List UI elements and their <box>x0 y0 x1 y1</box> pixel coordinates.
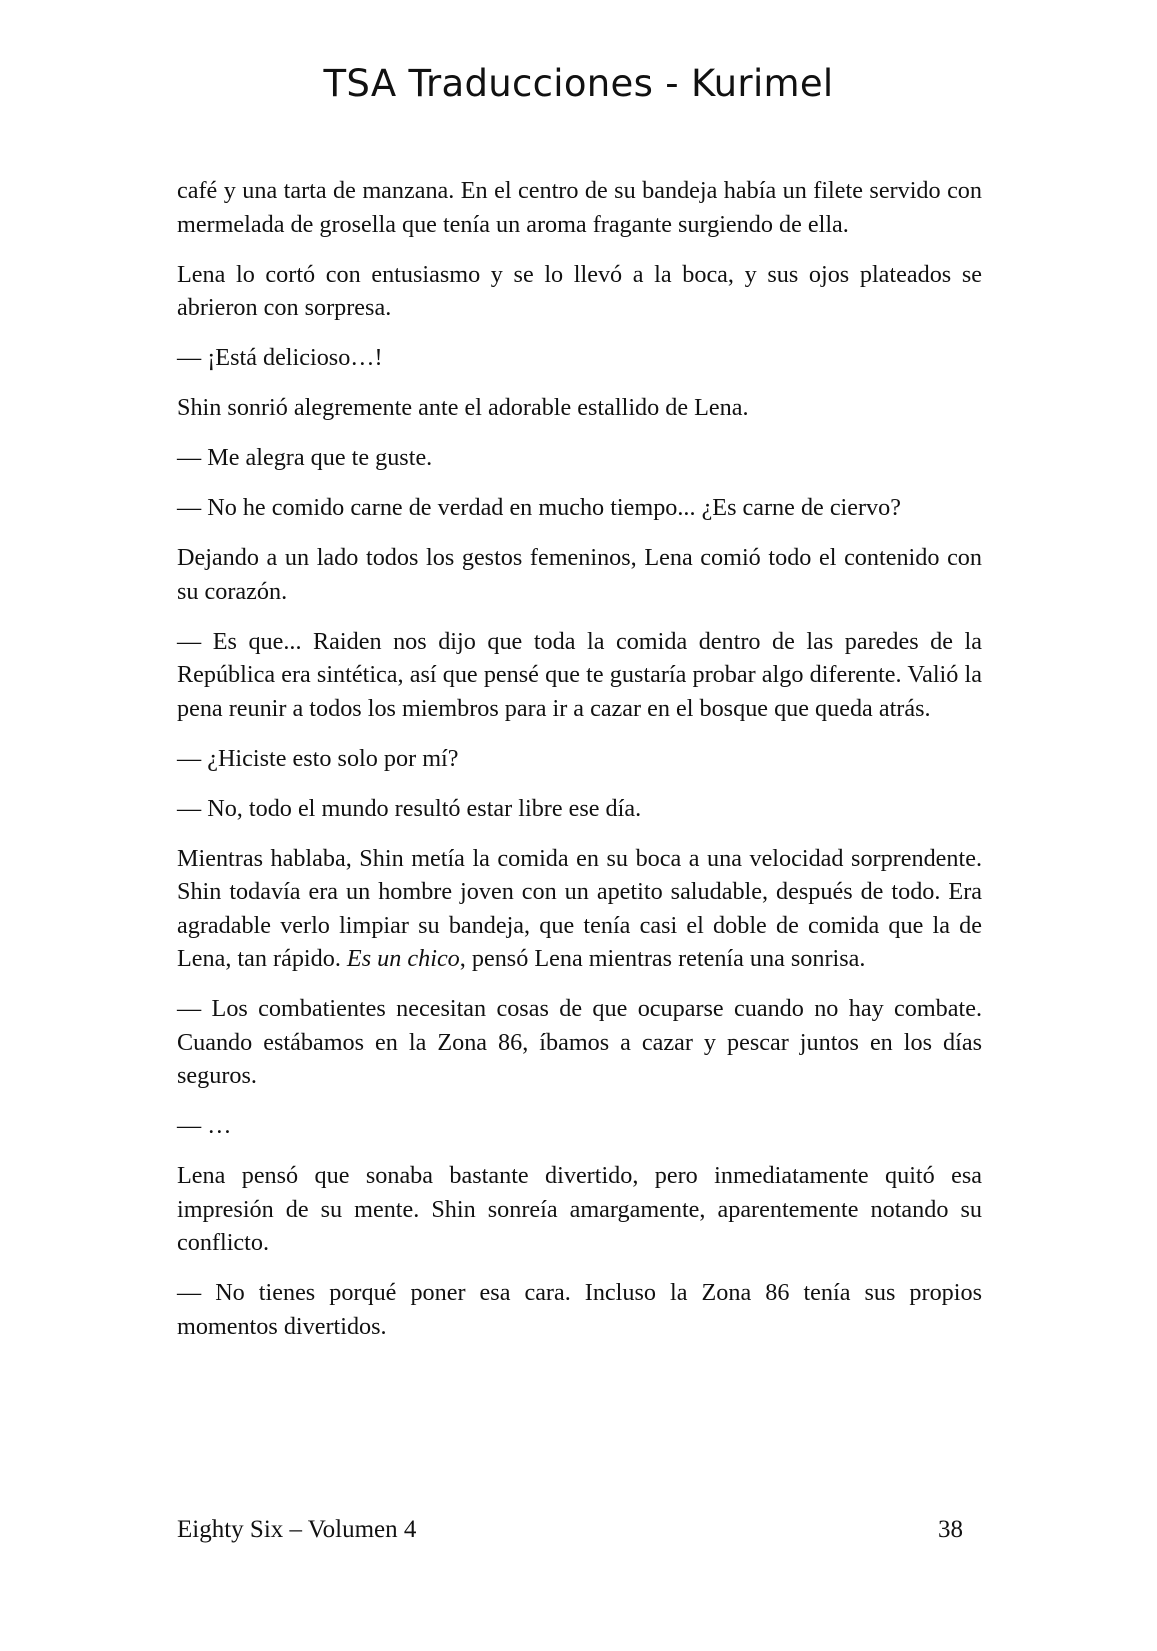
page-header-title: TSA Traducciones - Kurimel <box>323 62 834 105</box>
dialogue-line: — Es que... Raiden nos dijo que toda la comida dentro de las paredes de la República era sintética, así que pensé que te gustaría probar algo diferente. Valió la pena reunir a todos los miembros para ir a cazar en el bosque que queda atrás. <box>177 627 982 722</box>
dialogue-line: — No he comido carne de verdad en mucho tiempo... ¿Es carne de ciervo? <box>177 494 901 521</box>
dialogue-line: — … <box>177 1112 232 1139</box>
paragraph: Shin sonrió alegremente ante el adorable estallido de Lena. <box>177 394 749 421</box>
italic-thought: Es un chico <box>346 945 460 972</box>
page-body <box>177 174 982 1360</box>
paragraph: Lena pensó que sonaba bastante divertido, pero inmediatamente quitó esa impresión de su mente. Shin sonreía amargamente, aparentemente notando su conflicto. <box>177 1162 982 1256</box>
paragraph-text: , pensó Lena mientras retenía una sonrisa. <box>459 945 866 972</box>
dialogue-line: — Me alegra que te guste. <box>177 444 433 471</box>
dialogue-line: — ¿Hiciste esto solo por mí? <box>177 744 459 772</box>
paragraph: café y una tarta de manzana. En el centro de su bandeja había un filete servido con mermelada de grosella que tenía un aroma fragante surgiendo de ella. <box>177 177 982 238</box>
dialogue-line: — No, todo el mundo resultó estar libre ese día. <box>177 794 642 822</box>
dialogue-line: — No tienes porqué poner esa cara. Incluso la Zona 86 tenía sus propios momentos divertidos. <box>177 1279 982 1340</box>
page-footer <box>177 1516 963 1544</box>
paragraph <box>177 842 982 976</box>
paragraph: Lena lo cortó con entusiasmo y se lo llevó a la boca, y sus ojos plateados se abrieron con sorpresa. <box>177 260 982 321</box>
paragraph-text: Mientras hablaba, Shin metía la comida en su boca a una velocidad sorprendente. Shin todavía era un hombre joven con un apetito saludable, después de todo. Era agradable verlo limpiar su bandeja, que tenía casi el doble de comida que la de Lena, tan rápido. <box>177 844 982 972</box>
dialogue-line: — Los combatientes necesitan cosas de que ocuparse cuando no hay combate. Cuando estábamos en la Zona 86, íbamos a cazar y pescar juntos en los días seguros. <box>177 995 982 1089</box>
footer-book-title: Eighty Six – Volumen 4 <box>177 1516 417 1543</box>
page-number: 38 <box>938 1516 963 1543</box>
dialogue-line: — ¡Está delicioso…! <box>177 344 383 371</box>
paragraph: Dejando a un lado todos los gestos femeninos, Lena comió todo el contenido con su corazón. <box>177 544 982 605</box>
